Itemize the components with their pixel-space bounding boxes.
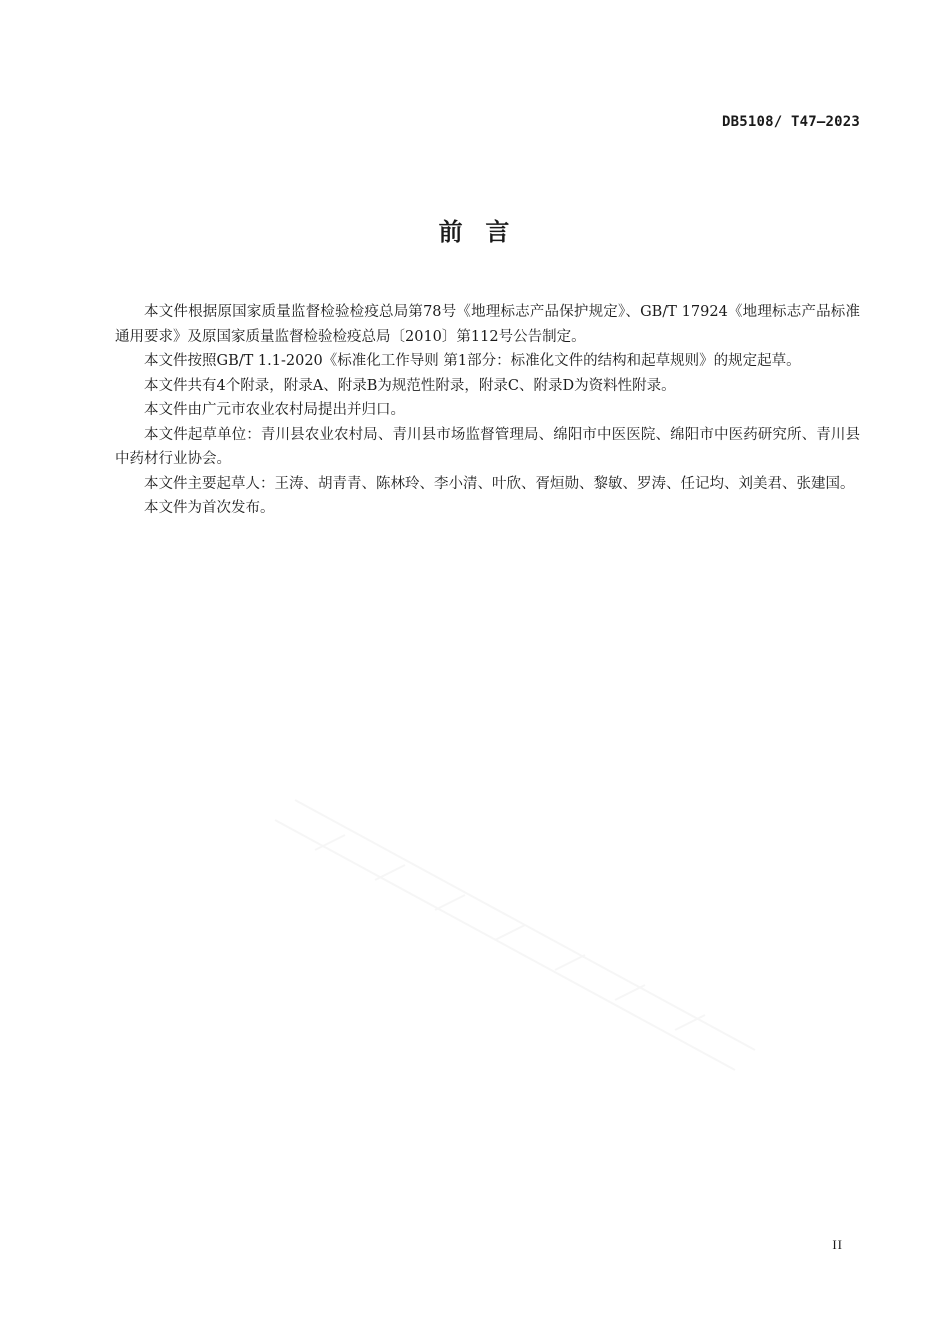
watermark-stamp (255, 780, 775, 1100)
paragraph-drafting-units: 本文件起草单位：青川县农业农村局、青川县市场监督管理局、绵阳市中医医院、绵阳市中医药研究所、青川县中药材行业协会。 (115, 426, 860, 467)
paragraph-appendices: 本文件共有4个附录，附录A、附录B为规范性附录，附录C、附录D为资料性附录。 (144, 377, 676, 394)
paragraph-drafting-rules: 本文件按照GB/T 1.1-2020《标准化工作导则 第1部分：标准化文件的结构和起草规则》的规定起草。 (144, 353, 801, 369)
page-title: 前 言 (438, 218, 512, 246)
paragraph-proposer: 本文件由广元市农业农村局提出并归口。 (144, 402, 405, 418)
paragraph-drafters: 本文件主要起草人：王涛、胡青青、陈林玲、李小清、叶欣、胥烜勋、黎敏、罗涛、任记均、刘美君、张建国。 (144, 475, 855, 492)
paragraph-first-release: 本文件为首次发布。 (144, 500, 275, 516)
paragraph-basis: 本文件根据原国家质量监督检验检疫总局第78号《地理标志产品保护规定》、GB/T 17924《地理标志产品标准通用要求》及原国家质量监督检验检疫总局〔2010〕第112号公告制定。 (115, 304, 860, 345)
document-code: DB5108/ T47—2023 (721, 114, 860, 130)
preface-body (115, 300, 860, 521)
page-number: II (832, 1237, 843, 1252)
